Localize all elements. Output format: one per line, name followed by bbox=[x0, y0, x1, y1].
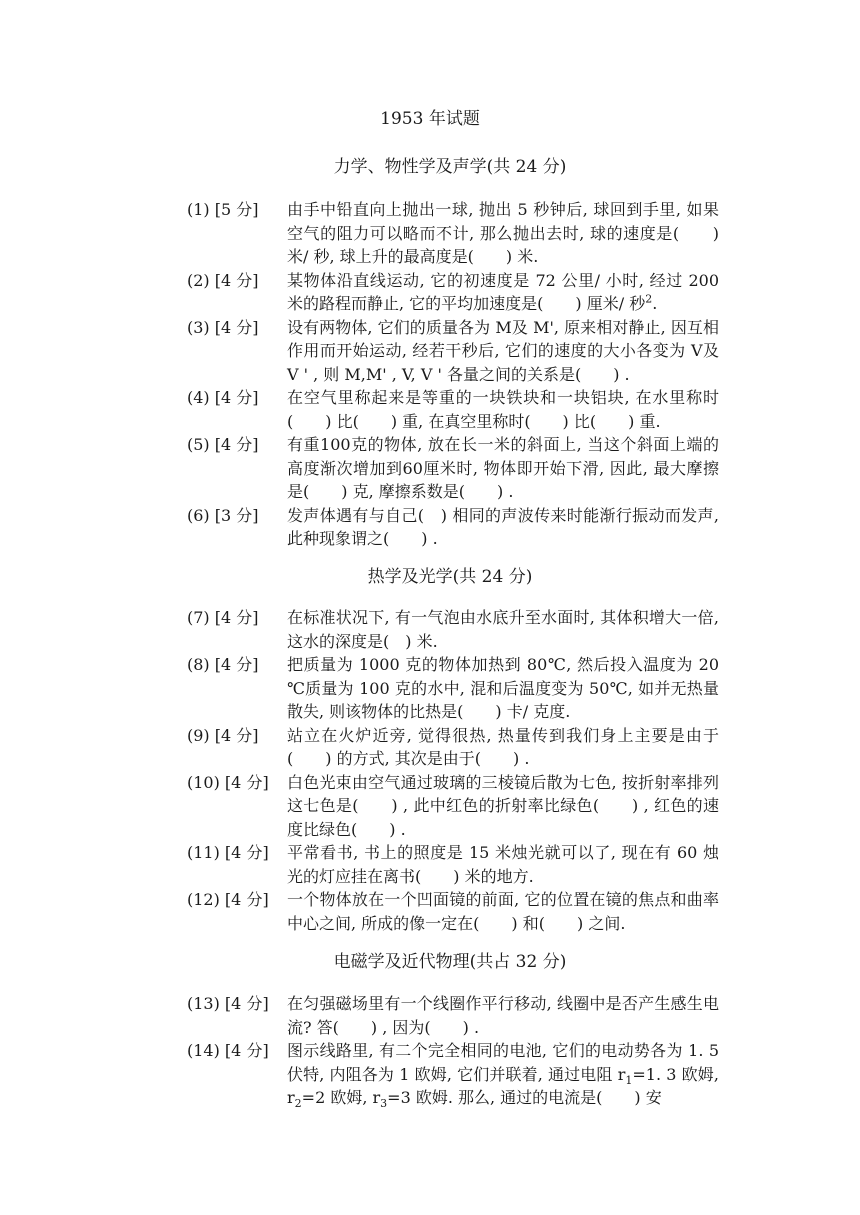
section-heading-electromagnetism: 电磁学及近代物理(共占 32 分) bbox=[333, 952, 567, 972]
question-text-part: 图示线路里, 有二个完全相同的电池, 它们的电动势各为 1. 5 伏特, 内阻各为 1 欧姆, 它们并联着, 通过电阻 r bbox=[287, 1041, 719, 1084]
question-5 bbox=[187, 433, 727, 504]
question-2 bbox=[187, 269, 727, 316]
subscript: 2 bbox=[294, 1097, 302, 1111]
question-14 bbox=[187, 1039, 727, 1110]
section-heading-heat-optics: 热学及光学(共 24 分) bbox=[367, 567, 533, 587]
question-text bbox=[287, 269, 719, 316]
question-4 bbox=[187, 386, 727, 433]
question-13 bbox=[187, 992, 727, 1039]
question-text bbox=[287, 1039, 719, 1110]
question-6 bbox=[187, 504, 727, 551]
question-number: (2) [4 分] bbox=[187, 270, 259, 290]
question-list-electromagnetism bbox=[187, 992, 727, 1110]
question-text-part: =2 欧姆, r bbox=[301, 1088, 381, 1107]
question-text: 有重100克的物体, 放在长一米的斜面上, 当这个斜面上端的高度渐次增加到60厘米时, 物体即开始下滑, 因此, 最大摩擦是( ) 克, 摩擦系数是( ) . bbox=[287, 435, 719, 501]
question-number: (1) [5 分] bbox=[187, 200, 259, 219]
question-1 bbox=[187, 198, 727, 269]
question-10 bbox=[187, 771, 727, 842]
subscript: 1 bbox=[625, 1073, 633, 1087]
question-text: 发声体遇有与自己( ) 相同的声波传来时能渐行振动而发声, 此种现象谓之( ) . bbox=[287, 505, 719, 548]
question-number: (13) [4 分] bbox=[187, 994, 269, 1013]
question-number: (9) [4 分] bbox=[187, 725, 259, 745]
question-text: 由手中铅直向上抛出一球, 抛出 5 秒钟后, 球回到手里, 如果空气的阻力可以略而不计, 那么抛出去时, 球的速度是( ) 米/ 秒, 球上升的最高度是( ) 米. bbox=[287, 200, 719, 266]
question-text: 在匀强磁场里有一个线圈作平行移动, 线圈中是否产生感生电流? 答( ) , 因为( ) . bbox=[287, 994, 719, 1037]
question-11 bbox=[187, 841, 727, 888]
question-number: (5) [4 分] bbox=[187, 435, 259, 454]
question-12 bbox=[187, 888, 727, 935]
question-number: (11) [4 分] bbox=[187, 843, 269, 862]
question-text: 设有两物体, 它们的质量各为 M及 M', 原来相对静止, 因互相作用而开始运动, 经若干秒后, 它们的速度的大小各变为 V及 V ' , 则 M,M' , V, V ' 各量之间的关系是( ) . bbox=[287, 317, 719, 384]
question-text: 站立在火炉近旁, 觉得很热, 热量传到我们身上主要是由于( ) 的方式, 其次是由于( ) . bbox=[287, 725, 719, 768]
question-number: (10) [4 分] bbox=[187, 772, 269, 792]
question-number: (4) [4 分] bbox=[187, 388, 259, 407]
question-text: 在标准状况下, 有一气泡由水底升至水面时, 其体积增大一倍, 这水的深度是( ) 米. bbox=[287, 608, 719, 651]
question-text: 平常看书, 书上的照度是 15 米烛光就可以了, 现在有 60 烛光的灯应挂在离书( ) 米的地方. bbox=[287, 843, 719, 886]
question-number: (12) [4 分] bbox=[187, 890, 269, 909]
question-text-part: =1. 3 欧姆, r bbox=[287, 1064, 719, 1107]
page-title: 1953 年试题 bbox=[380, 109, 480, 129]
subscript: 3 bbox=[380, 1097, 388, 1111]
question-8 bbox=[187, 653, 727, 724]
question-9 bbox=[187, 724, 727, 771]
question-number: (7) [4 分] bbox=[187, 608, 259, 627]
question-list-mechanics bbox=[187, 198, 727, 551]
question-text-tail: . bbox=[652, 294, 658, 313]
question-text: 白色光束由空气通过玻璃的三棱镜后散为七色, 按折射率排列这七色是( ) , 此中红色的折射率比绿色( ) , 红色的速度比绿色( ) . bbox=[287, 772, 719, 839]
question-text: 在空气里称起来是等重的一块铁块和一块铝块, 在水里称时( ) 比( ) 重, 在真空里称时( ) 比( ) 重. bbox=[287, 388, 719, 431]
question-number: (6) [3 分] bbox=[187, 505, 259, 525]
question-7 bbox=[187, 606, 727, 653]
question-text: 把质量为 1000 克的物体加热到 80℃, 然后投入温度为 20 ℃质量为 100 克的水中, 混和后温度变为 50℃, 如并无热量散失, 则该物体的比热是( ) 卡/ 克度. bbox=[287, 655, 719, 721]
question-list-heat-optics bbox=[187, 606, 727, 935]
question-number: (3) [4 分] bbox=[187, 317, 259, 337]
question-number: (8) [4 分] bbox=[187, 655, 259, 674]
question-text-main: 某物体沿直线运动, 它的初速度是 72 公里/ 小时, 经过 200 米的路程而静止, 它的平均加速度是( ) 厘米/ 秒 bbox=[287, 270, 719, 313]
question-text-part: =3 欧姆. 那么, 通过的电流是( ) 安 bbox=[387, 1088, 662, 1107]
superscript: 2 bbox=[645, 292, 653, 306]
section-heading-mechanics: 力学、物性学及声学(共 24 分) bbox=[333, 157, 567, 177]
question-3 bbox=[187, 316, 727, 387]
question-number: (14) [4 分] bbox=[187, 1041, 269, 1060]
question-text: 一个物体放在一个凹面镜的前面, 它的位置在镜的焦点和曲率中心之间, 所成的像一定在( ) 和( ) 之间. bbox=[287, 890, 719, 933]
